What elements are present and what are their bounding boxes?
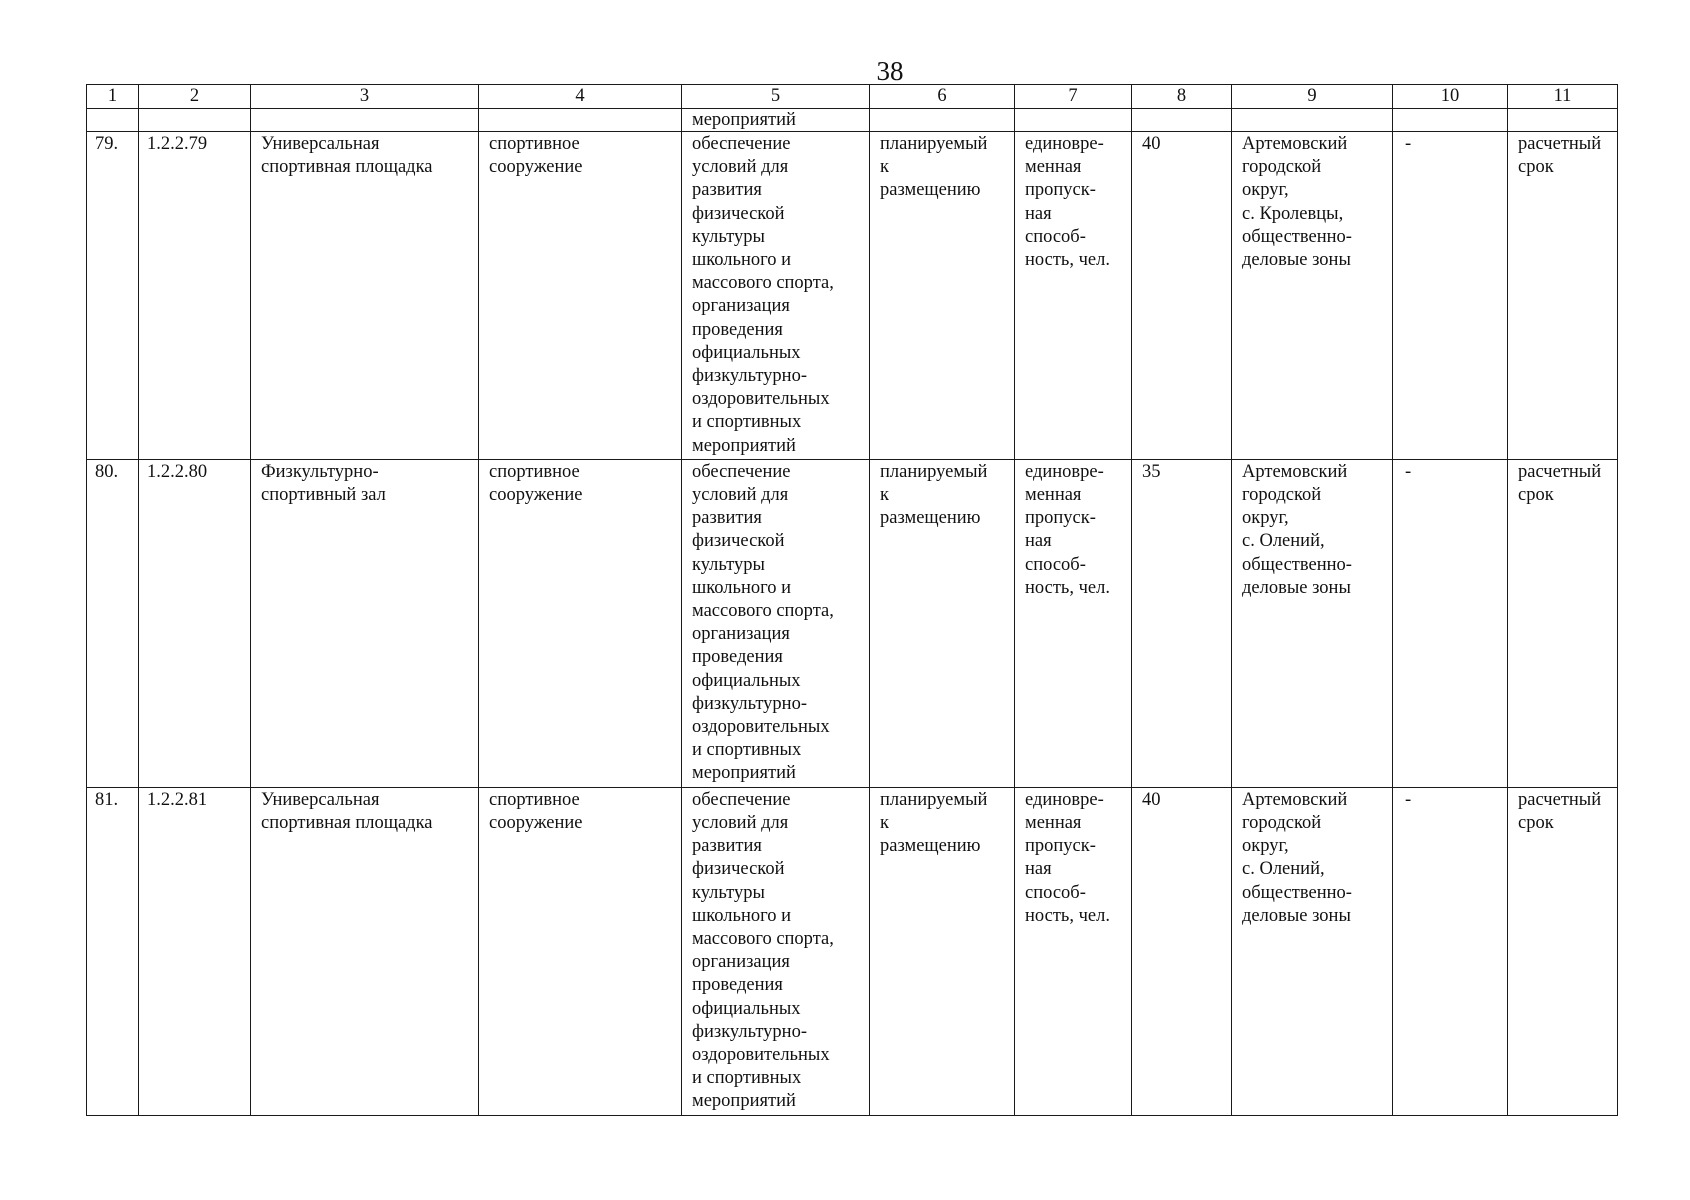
empty-cell	[139, 109, 251, 132]
facility-name: Универсальная спортивная площадка	[251, 787, 479, 1115]
column-number: 9	[1232, 85, 1393, 109]
column-number: 5	[682, 85, 870, 109]
column-number: 8	[1132, 85, 1232, 109]
empty-cell	[870, 109, 1015, 132]
table-row	[87, 132, 1618, 460]
empty-cell	[1508, 109, 1618, 132]
column-number: 1	[87, 85, 139, 109]
facility-location: Артемовский городской округ, с. Олений, общественно- деловые зоны	[1232, 787, 1393, 1115]
row-number: 79.	[87, 132, 139, 460]
empty-cell	[1132, 109, 1232, 132]
row-code: 1.2.2.80	[139, 459, 251, 787]
facility-purpose: обеспечение условий для развития физической культуры школьного и массового спорта, организация проведения официальных физкультурно- оздоровительных и спортивных мероприятий	[682, 132, 870, 460]
facility-type: спортивное сооружение	[479, 787, 682, 1115]
facility-characteristic: единовре- менная пропуск- ная способ- ность, чел.	[1015, 132, 1132, 460]
page-number: 38	[876, 56, 904, 86]
empty-cell	[1393, 109, 1508, 132]
facility-value: 40	[1132, 787, 1232, 1115]
facility-status: планируемый к размещению	[870, 787, 1015, 1115]
row-number: 81.	[87, 787, 139, 1115]
empty-cell	[1232, 109, 1393, 132]
column-number: 10	[1393, 85, 1508, 109]
facility-zone: -	[1393, 787, 1508, 1115]
column-number: 6	[870, 85, 1015, 109]
continuation-text: мероприятий	[682, 109, 870, 132]
facility-characteristic: единовре- менная пропуск- ная способ- ность, чел.	[1015, 787, 1132, 1115]
facility-status: планируемый к размещению	[870, 132, 1015, 460]
facility-characteristic: единовре- менная пропуск- ная способ- ность, чел.	[1015, 459, 1132, 787]
facility-type: спортивное сооружение	[479, 459, 682, 787]
column-number: 3	[251, 85, 479, 109]
empty-cell	[1015, 109, 1132, 132]
column-number: 4	[479, 85, 682, 109]
facility-name: Универсальная спортивная площадка	[251, 132, 479, 460]
facility-purpose: обеспечение условий для развития физической культуры школьного и массового спорта, организация проведения официальных физкультурно- оздоровительных и спортивных мероприятий	[682, 787, 870, 1115]
facility-term: расчетный срок	[1508, 787, 1618, 1115]
facility-value: 35	[1132, 459, 1232, 787]
table-row	[87, 459, 1618, 787]
facility-value: 40	[1132, 132, 1232, 460]
row-code: 1.2.2.81	[139, 787, 251, 1115]
facility-name: Физкультурно- спортивный зал	[251, 459, 479, 787]
table-row	[87, 787, 1618, 1115]
empty-cell	[251, 109, 479, 132]
empty-cell	[87, 109, 139, 132]
facility-term: расчетный срок	[1508, 459, 1618, 787]
facility-location: Артемовский городской округ, с. Кролевцы, общественно- деловые зоны	[1232, 132, 1393, 460]
facility-zone: -	[1393, 132, 1508, 460]
facility-location: Артемовский городской округ, с. Олений, общественно- деловые зоны	[1232, 459, 1393, 787]
facility-term: расчетный срок	[1508, 132, 1618, 460]
facility-zone: -	[1393, 459, 1508, 787]
facility-purpose: обеспечение условий для развития физической культуры школьного и массового спорта, организация проведения официальных физкультурно- оздоровительных и спортивных мероприятий	[682, 459, 870, 787]
row-code: 1.2.2.79	[139, 132, 251, 460]
facility-status: планируемый к размещению	[870, 459, 1015, 787]
facility-type: спортивное сооружение	[479, 132, 682, 460]
column-number: 11	[1508, 85, 1618, 109]
column-number: 2	[139, 85, 251, 109]
column-number-row	[87, 85, 1618, 109]
continuation-row	[87, 109, 1618, 132]
column-number: 7	[1015, 85, 1132, 109]
empty-cell	[479, 109, 682, 132]
facilities-table	[86, 84, 1618, 1116]
row-number: 80.	[87, 459, 139, 787]
